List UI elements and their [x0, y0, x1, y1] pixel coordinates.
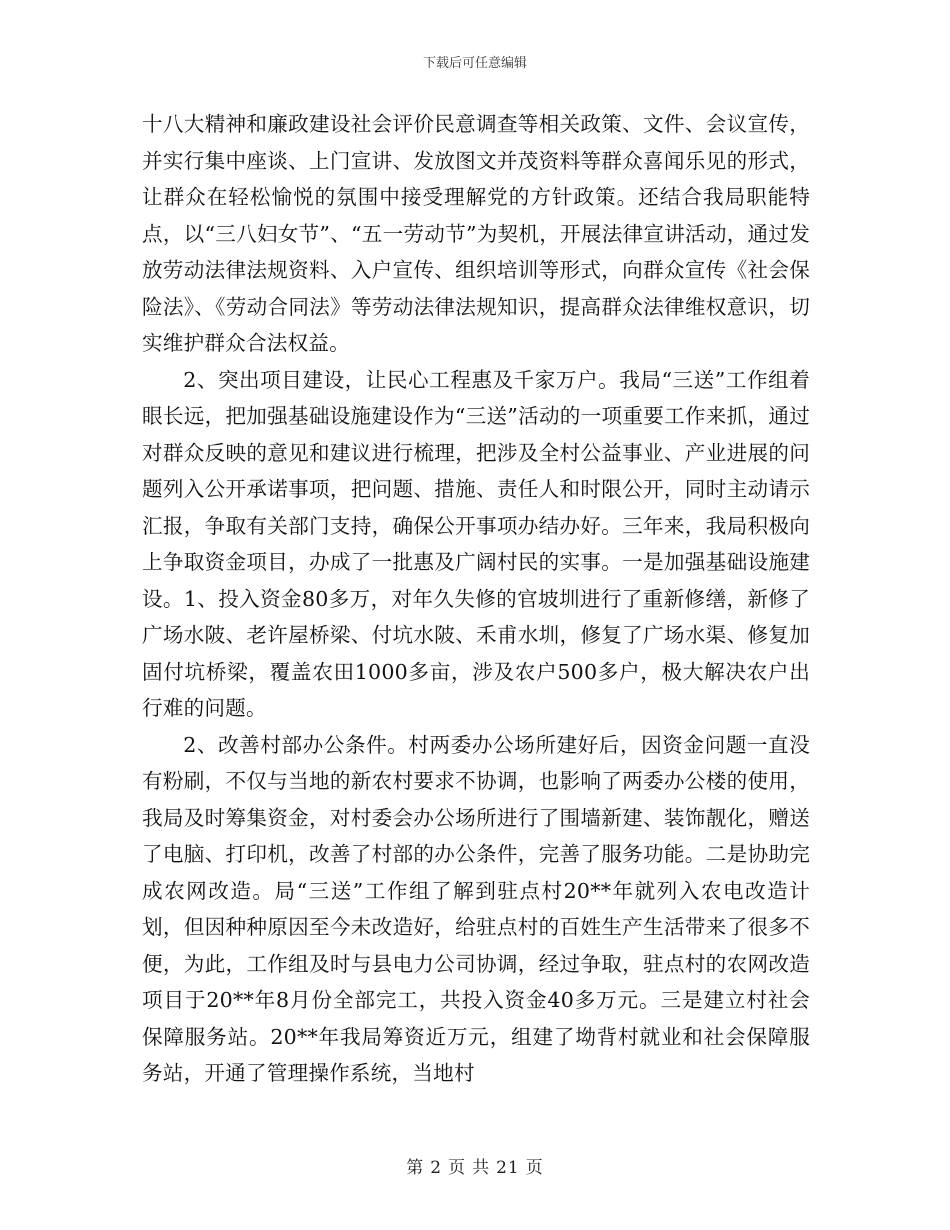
footer-label-ye: 页	[448, 1158, 467, 1178]
footer-label-ye2: 页	[525, 1158, 544, 1178]
paragraph-1: 十八大精神和廉政建设社会评价民意调查等相关政策、文件、会议宣传，并实行集中座谈、上门宣讲、发放图文并茂资料等群众喜闻乐见的形式，让群众在轻松愉悦的氛围中接受理解党的方针政策。还结合我局职能特点，以“三八妇女节”、“五一劳动节”为契机，开展法律宣讲活动，通过发放劳动法律法规资料、入户宣传、组织培训等形式，向群众宣传《社会保险法》、《劳动合同法》等劳动法律法规知识，提高群众法律维权意识，切实维护群众合法权益。	[142, 112, 810, 355]
page-footer	[0, 1153, 950, 1178]
paragraph-3: 2、改善村部办公条件。村两委办公场所建好后，因资金问题一直没有粉刷，不仅与当地的新农村要求不协调，也影响了两委办公楼的使用，我局及时筹集资金，对村委会办公场所进行了围墙新建、装饰靓化，赠送了电脑、打印机，改善了村部的办公条件，完善了服务功能。二是协助完成农网改造。局“三送”工作组了解到驻点村20**年就列入农电改造计划，但因种种原因至今未改造好，给驻点村的百姓生产生活带来了很多不便，为此，工作组及时与县电力公司协调，经过争取，驻点村的农网改造项目于20**年8月份全部完工，共投入资金40多万元。三是建立村社会保障服务站。20**年我局筹资近万元，组建了坳背村就业和社会保障服务站，开通了管理操作系统，当地村	[142, 732, 810, 1085]
footer-page-total: 21	[496, 1158, 520, 1178]
paragraph-2: 2、突出项目建设，让民心工程惠及千家万户。我局“三送”工作组着眼长远，把加强基础设施建设作为“三送”活动的一项重要工作来抓，通过对群众反映的意见和建议进行梳理，把涉及全村公益事业、产业进展的问题列入公开承诺事项，把问题、措施、责任人和时限公开，同时主动请示汇报，争取有关部门支持，确保公开事项办结办好。三年来，我局积极向上争取资金项目，办成了一批惠及广阔村民的实事。一是加强基础设施建设。1、投入资金80多万，对年久失修的官坡圳进行了重新修缮，新修了广场水陂、老许屋桥梁、付坑水陂、禾甫水圳，修复了广场水渠、修复加固付坑桥梁，覆盖农田1000多亩，涉及农户500多户，极大解决农户出行难的问题。	[142, 367, 810, 720]
footer-label-page: 第	[406, 1158, 425, 1178]
document-body	[142, 106, 810, 1092]
footer-label-total: 共	[472, 1158, 491, 1178]
footer-page-current: 2	[430, 1158, 443, 1178]
header-note: 下载后可任意编辑	[422, 56, 527, 71]
